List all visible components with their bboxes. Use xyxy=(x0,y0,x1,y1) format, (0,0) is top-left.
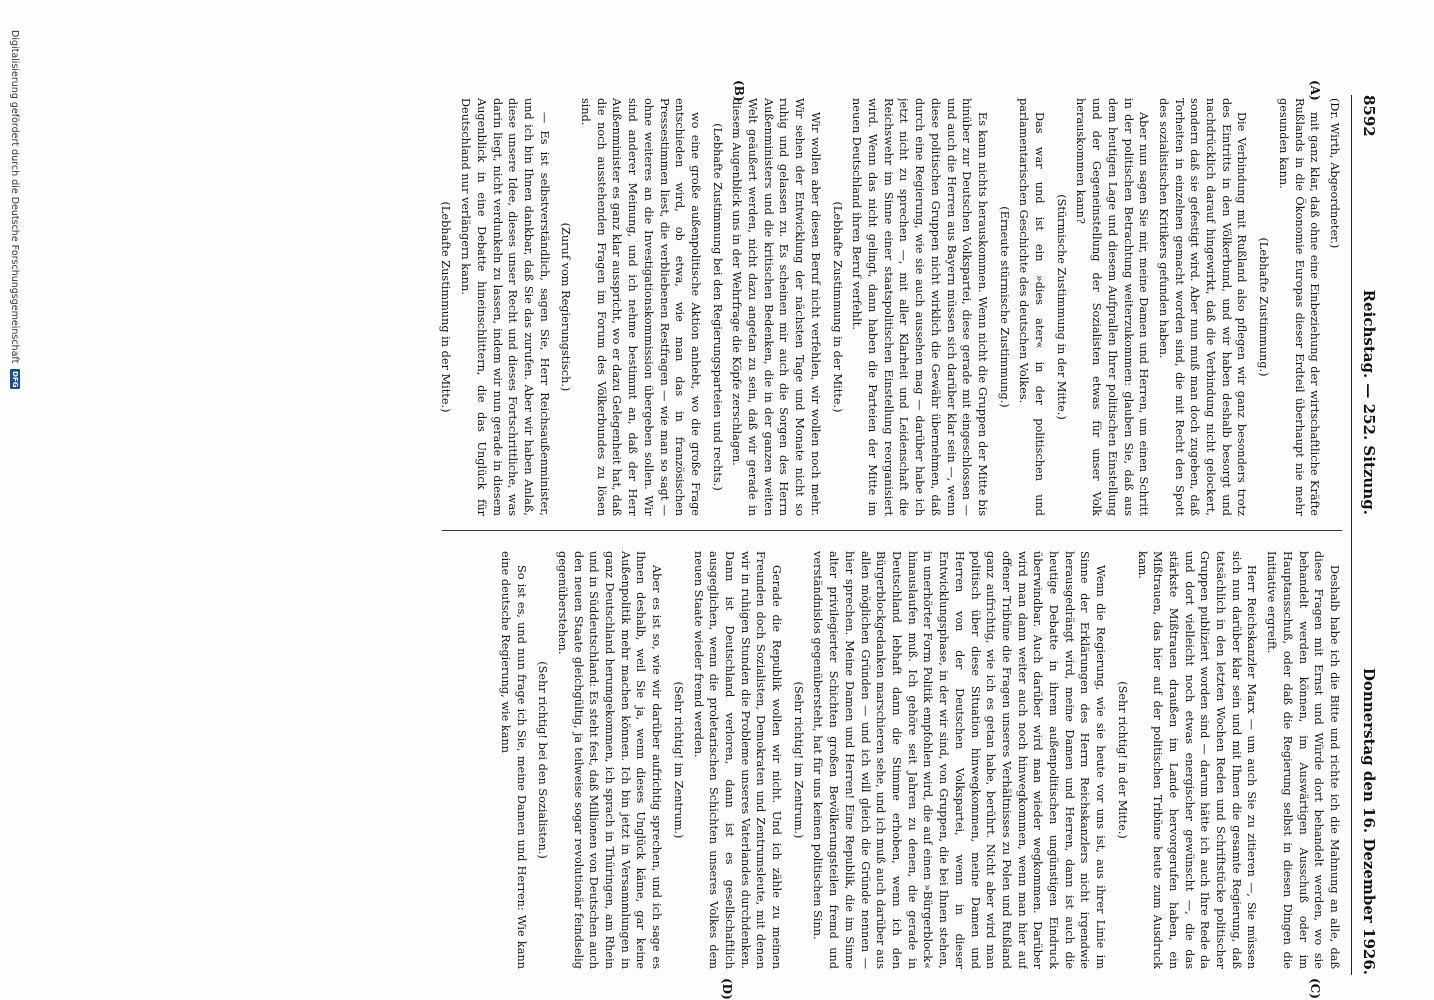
page-header xyxy=(1356,95,1382,975)
left-column xyxy=(112,98,1342,516)
interjection: (Erneute stürmische Zustimmung.) xyxy=(997,206,1011,408)
page-number: 8592 xyxy=(1360,95,1378,137)
paragraph: Aber nun sagen Sie mir, meine Damen und Herren, um einen Schritt in der politischen Betrachtung weiterzukommen: glauben Sie, daß aus dem heutigen Lage und diesem Aufprallen Ihrer politischen Einstellung und der Gegeneinstellung der Sozialisten etwas für unser Volk herauskommen kann? xyxy=(1074,98,1151,516)
paragraph: mit ganz klar, daß ohne eine Einbeziehung der wirtschaftliche Kräfte Rußlands in die Ökonomie Europas dieser Erdteil überhaupt nie mehr gesunden kann. xyxy=(1276,98,1322,516)
paragraph: wo eine große außenpolitische Aktion anhebt, wo die große Frage entschieden wird, ob etwa, wie man das in französischen Pressestimmen liest, die verbliebenen Restfragen — wie man so sagt — ohne weiteres an die Investigationskommission übergeben sollen. Wir sind anderer Meinung, und ich nehme bestimmt an, daß der Herr Außenminister es ganz klar ausspricht, wo er dazu Gelegenheit hat, daß die noch ausstehenden Fragen im Forum des Völkerbundes zu lösen sind. xyxy=(579,98,702,516)
interjection: (Sehr richtig! bei den Sozialisten.) xyxy=(536,661,550,859)
page-date: Donnerstag den 16. Dezember 1926. xyxy=(1360,667,1378,975)
paragraph: — Es ist selbstverständlich, sagen Sie, Herr Reichsaußenminister, und ich bin Ihnen dankbar, daß Sie das zurufen. Aber wir haben Anlaß, diese unsere Idee, dieses unser Recht und dieses Fortschrittliche, was darin liegt, nicht verdunkeln zu lassen, indem wir nun gerade in diesem Augenblick in eine Debatte hineinschlittern, die das Unglück für Deutschland nur verlängern kann. xyxy=(459,98,551,516)
credit-text: Digitalisierung gefördert durch die Deutsche Forschungsgemeinschaft xyxy=(9,30,21,364)
margin-marker-d: (D) xyxy=(720,978,734,1000)
paragraph: Wenn die Regierung, wie sie heute vor uns ist, aus ihrer Linie im Sinne der Erklärungen des Herrn Reichskanzlers nicht irgendwie herausgedrängt wird, meine Damen und Herren, dann ist auch die heutige Debatte in ihrem außenpolitischen ungünstigen Eindruck überwindbar. Auch darüber wird man wieder wegkommen. Darüber wird man dann weiter auch noch hinwegkommen, wenn man hier auf offener Tribüne die Fragen unseres Verhältnisses zu Polen und Rußland ganz aufrichtig, wie ich es getan habe, berührt. Nicht aber wird man politisch über diese Situation hinwegkommen, meine Damen und Herren von der Deutschen Volkspartei, wenn in dieser Entwicklungsphase, in der wir sind, von Gruppen, die bei Ihnen stehen, in unerhörter Form Politik empfohlen wird, die auf einen »Bürgerblock« hinauslaufen muß. Ich gehöre seit Jahren zu denen, die gerade in Deutschland lebhaft dann die Stimme erhoben, wenn ich den Bürgerblockgedanken marschieren sehe, und ich muß auch darüber aus allen möglichen Gründen — und ich will gleich die Gründe nennen — hier sprechen. Meine Damen und Herren! Eine Republik, die im Sinne alter privilegierter Schichten großen Bevölkerungsteilen fremd und verständnislos gegenübersteht, hat für uns keinen politischen Sinn. xyxy=(811,551,1108,969)
interjection: (Lebhafte Zustimmung bei den Regierungsparteien und rechts.) xyxy=(710,123,724,491)
interjection: (Lebhafte Zustimmung in der Mitte.) xyxy=(830,201,844,413)
paragraph: Wir wollen aber diesen Beruf nicht verfehlen, wir wollen noch mehr. Wir sehen der Entwicklung der nächsten Tage und Monate nicht so ruhig und gelassen zu. Es scheinen mir auch die Sorgen des Herrn Außenministers und die kritischen Bedenken, die in der ganzen weiten Welt geäußert werden, nicht dazu angetan zu sein, daß wir gerade in diesem Augenblick uns in der Wehrfrage die Köpfe zerschlagen. xyxy=(730,98,822,516)
paragraph: So ist es, und nun frage ich Sie, meine Damen und Herren: Wie kann eine deutsche Regierung, wie kann xyxy=(498,551,528,969)
margin-marker-a: (A) xyxy=(1308,80,1322,101)
interjection: (Sehr richtig! im Zentrum.) xyxy=(671,681,685,839)
paragraph: Die Verbindung mit Rußland also pflegen wir ganz besonders trotz des Eintritts in den Völkerbund, und wir haben deshalb besorgt und nachdrücklich darauf hingewirkt, daß die Verbindung nicht gelockert, sondern daß sie gefestigt wird. Aber nun muß man doch zugeben, daß Torheiten in einzelnen gemacht worden sind, die mit Recht den Spott des sozialistischen Kritikers gefunden haben. xyxy=(1156,98,1249,516)
digitization-credit xyxy=(8,30,22,970)
paragraph: Deshalb habe ich die Bitte und richte ich die Mahnung an alle, daß diese Fragen mit Ernst und Würde dort behandelt werden, wo sie behandelt werden können, im Auswärtigen Ausschuß oder im Hauptausschuß, oder daß die Regierung selbst in diesen Dingen die Initiative ergreift. xyxy=(1265,551,1341,969)
paragraph: Das war und ist ein »dies ater« in der politischen und parlamentarischen Geschichte des deutschen Volkes. xyxy=(1017,98,1047,516)
paragraph: Gerade die Republik wollen wir nicht. Und ich zähle zu meinen Freunden doch Sozialisten, Demokraten und Zentrumsleute, mit denen wir in ruhigen Stunden die Probleme unseres Vaterlandes durchdenken. Dann ist Deutschland verloren, dann ist es gesellschaftlich ausgeglichen, wenn die proletarischen Schichten unseres Volkes dem neuen Staate wieder fremd werden. xyxy=(691,551,784,969)
interjection: (Lebhafte Zustimmung.) xyxy=(1257,237,1271,377)
interjection: (Stürmische Zustimmung in der Mitte.) xyxy=(1054,194,1068,420)
column-divider xyxy=(442,530,1342,531)
margin-marker-c: (C) xyxy=(1308,978,1322,999)
dfg-logo: DFG xyxy=(11,371,19,388)
paragraph: Aber es ist so, wie wir darüber aufrichtig sprechen, und ich sage es Ihnen deshalb, weil Sie ja, wenn dieses Unglück käme, gar keine Außenpolitik mehr machen können. Ich bin jetzt in Versammlungen in ganz Deutschland herumgekommen, ich sprach in Thüringen, am Rhein und in Süddeutschland: Es steht fest, daß Millionen von Deutschen auch den neuen Staate gleichgültig, ja teilweise sogar revolutionär feindselig gegenüberstehen. xyxy=(555,551,664,969)
page-title: Reichstag. — 252. Sitzung. xyxy=(1360,289,1378,515)
interjection: (Sehr richtig! in der Mitte.) xyxy=(1115,681,1129,839)
header-rule xyxy=(1351,95,1352,975)
right-column xyxy=(112,551,1342,969)
paragraph: Es kann nichts herauskommen. Wenn nicht die Gruppen der Mitte bis hinüber zur Deutschen Volkspartei, diese gerade mit eingeschlossen — und auch die Herren aus Bayern müssen sich darüber klar sein —, wenn diese politischen Gruppen nicht wirklich die Gewähr übernehmen, daß durch eine Regierung, wie sie auch aussehen mag — darüber habe ich jetzt nicht zu sprechen —, mit aller Klarheit und Leidenschaft die Reichswehr im Sinne einer staatspolitischen Einstellung reorganisiert wird. Wenn das nicht gelingt, dann haben die Parteien der Mitte im neuen Deutschland ihren Beruf verfehlt. xyxy=(850,98,989,516)
margin-marker-b: (B) xyxy=(732,80,746,102)
interjection: (Lebhafte Zustimmung in der Mitte.) xyxy=(439,201,453,413)
paragraph: Herr Reichskanzler Marx — um auch Sie zu zitieren —, Sie müssen sich nun darüber klar sein und mit Ihnen die gesamte Regierung, daß tatsächlich in den letzten Wochen Reden und Schriftstücke politischer Gruppen publiziert worden sind — darum hätte ich auch Ihre Rede da und dort vielleicht noch etwas energischer gewünscht —, die das stärkste Mißtrauen draußen im Lande hervorgerufen haben, ein Mißtrauen, das hier auf der politischen Tribüne heute zum Ausdruck kam. xyxy=(1135,551,1259,969)
interjection: (Zuruf vom Regierungstisch.) xyxy=(559,222,573,392)
paragraph: (Dr. Wirth, Abgeordneter.) xyxy=(1328,98,1341,249)
interjection: (Sehr richtig! im Zentrum.) xyxy=(791,681,805,839)
